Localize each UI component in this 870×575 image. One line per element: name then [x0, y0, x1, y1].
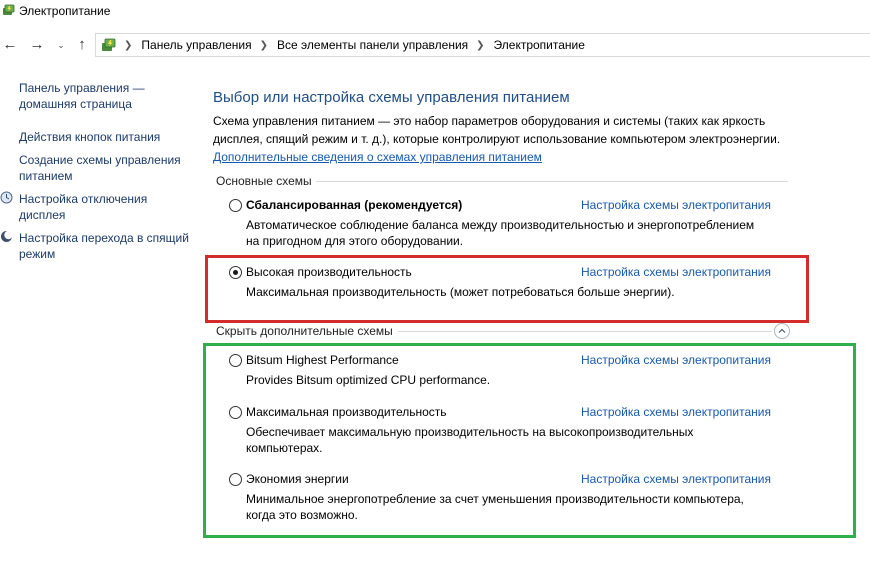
collapse-chevron-icon[interactable] [774, 323, 790, 339]
plan-name[interactable]: Экономия энергии [246, 472, 349, 486]
recent-locations-chevron-icon[interactable]: ⌄ [57, 40, 65, 50]
highlight-red-box [205, 255, 809, 323]
page-description [213, 112, 803, 166]
plan-settings-link[interactable]: Настройка схемы электропитания [581, 198, 771, 212]
display-clock-icon [0, 191, 13, 204]
plan-name[interactable]: Максимальная производительность [246, 405, 447, 419]
page-title: Выбор или настройка схемы управления питанием [213, 89, 570, 106]
plan-description: Provides Bitsum optimized CPU performance. [246, 373, 491, 387]
main-content [213, 88, 853, 164]
plan-settings-link[interactable]: Настройка схемы электропитания [581, 405, 771, 419]
breadcrumb-separator-icon[interactable]: ❯ [259, 39, 269, 51]
plan-settings-link[interactable]: Настройка схемы электропитания [581, 353, 771, 367]
breadcrumb-control-panel[interactable]: Панель управления [141, 38, 252, 52]
plan-name[interactable]: Высокая производительность [246, 265, 412, 279]
plan-description: Максимальная производительность (может потребоваться больше энергии). [246, 285, 675, 299]
group-divider [398, 331, 772, 332]
description-text: Схема управления питанием — это набор параметров оборудования и системы (таких как яркость дисплея, спящий режим и т. д.), которые контролируют использование компьютером электроэнергии. [213, 114, 781, 146]
plan-description: Минимальное энергопотребление за счет уменьшения производительности компьютера, когда это возможно. [246, 492, 744, 522]
breadcrumb-separator-icon[interactable]: ❯ [476, 39, 485, 51]
sidebar-item-sleep[interactable]: Настройка перехода в спящий режим [19, 231, 189, 261]
title-bar [0, 0, 870, 24]
sidebar-item-display-off[interactable]: Настройка отключения дисплея [19, 192, 148, 222]
address-bar [0, 30, 870, 60]
breadcrumb-all-items[interactable]: Все элементы панели управления [277, 38, 469, 52]
up-arrow-icon[interactable]: ↑ [78, 36, 86, 53]
highlight-green-box [203, 343, 856, 538]
plan-name[interactable]: Bitsum Highest Performance [246, 353, 399, 367]
plan-settings-link[interactable]: Настройка схемы электропитания [581, 472, 771, 486]
basic-plans-label: Основные схемы [216, 174, 312, 188]
sidebar-home-link[interactable]: Панель управления — домашняя страница [19, 81, 145, 111]
hide-additional-plans-label[interactable]: Скрыть дополнительные схемы [216, 324, 393, 338]
breadcrumb-separator-icon[interactable]: ❯ [124, 39, 133, 51]
more-info-link[interactable]: Дополнительные сведения о схемах управления питанием [213, 150, 542, 164]
sidebar [19, 80, 189, 262]
plan-name[interactable]: Сбалансированная (рекомендуется) [246, 198, 463, 212]
breadcrumb [124, 38, 585, 52]
sidebar-item-power-buttons[interactable]: Действия кнопок питания [19, 130, 161, 144]
power-options-icon [2, 3, 16, 17]
plan-settings-link[interactable]: Настройка схемы электропитания [581, 265, 771, 279]
breadcrumb-power-options[interactable]: Электропитание [493, 38, 585, 52]
forward-arrow-icon[interactable]: → [29, 36, 45, 53]
window-title: Электропитание [19, 4, 111, 18]
plan-description: Обеспечивает максимальную производительность на высокопроизводительных компьютерах. [246, 425, 694, 455]
plan-description: Автоматическое соблюдение баланса между производительностью и энергопотреблением на пригодном для этого оборудовании. [246, 218, 755, 248]
moon-icon [0, 230, 13, 243]
control-panel-power-icon [101, 37, 117, 53]
plan-radio-balanced[interactable] [229, 199, 242, 212]
address-field[interactable] [95, 33, 870, 57]
sidebar-item-create-plan[interactable]: Создание схемы управления питанием [19, 153, 181, 183]
group-divider [316, 181, 788, 182]
back-arrow-icon[interactable]: ← [2, 36, 18, 53]
